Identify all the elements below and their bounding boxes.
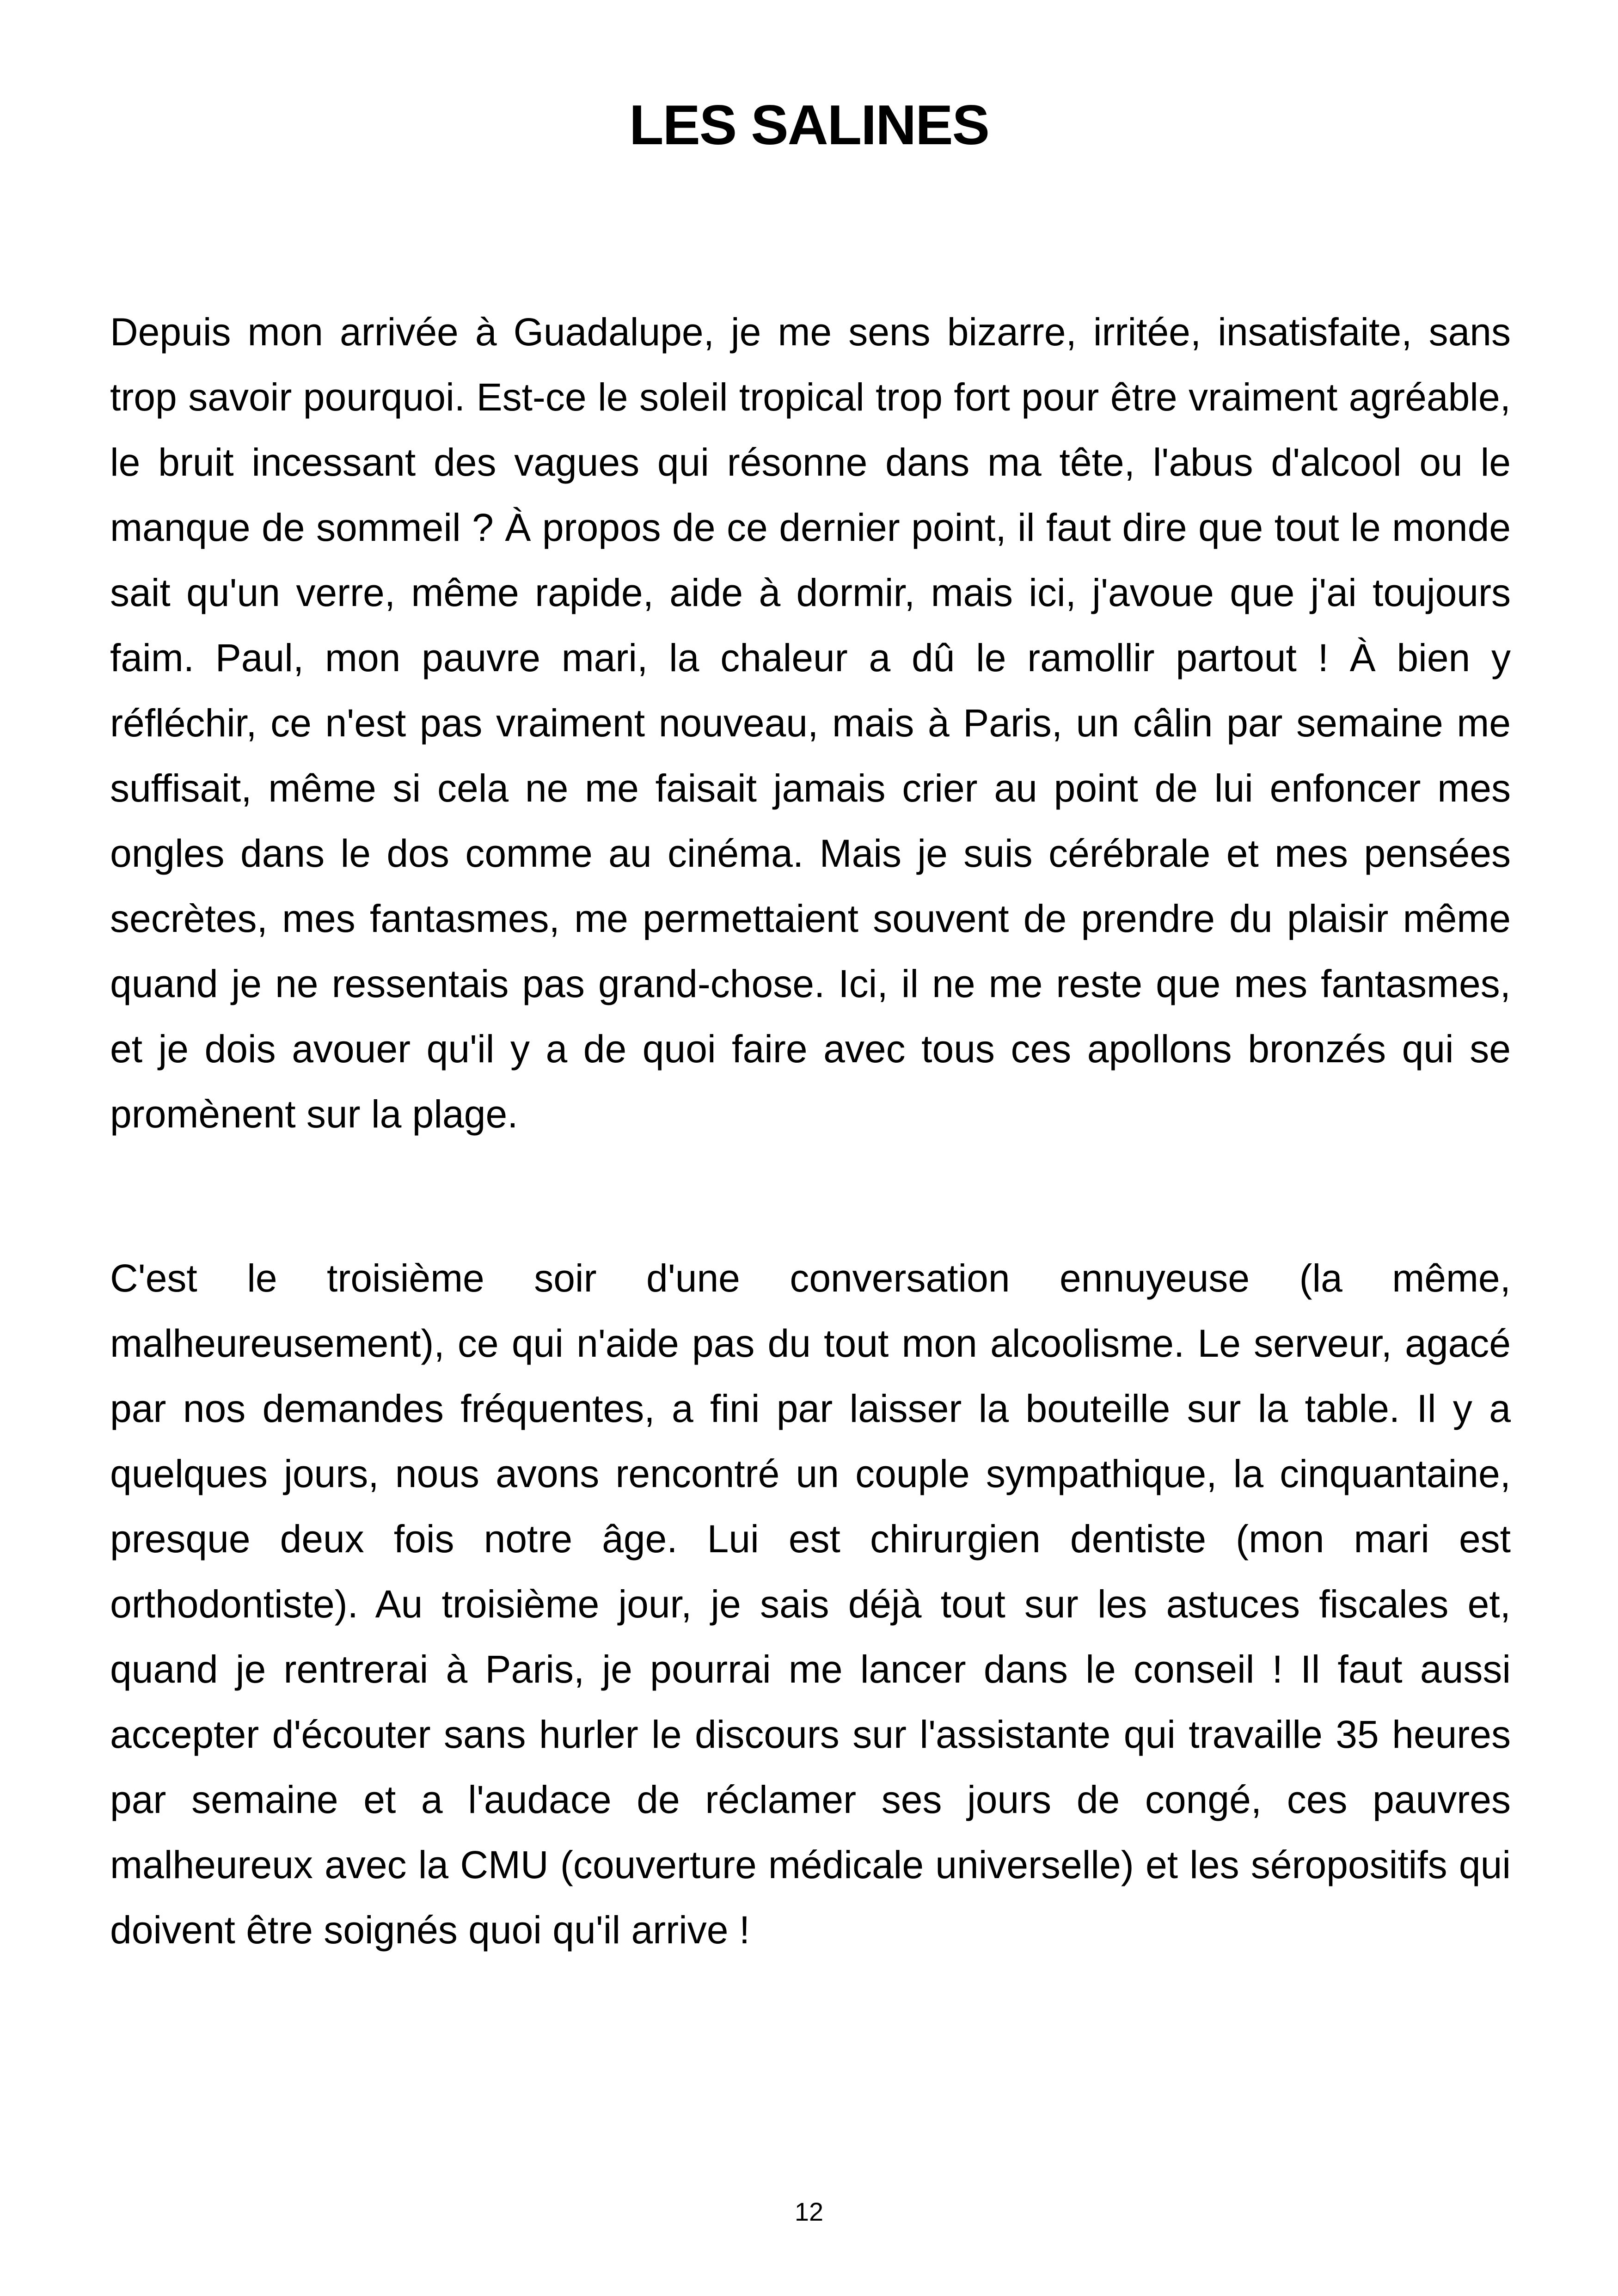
page-number: 12 [794, 2197, 824, 2226]
paragraph-2: C'est le troisième soir d'une conversation ennuyeuse (la même, malheureusement), ce qui n'aide pas du tout mon alcoolisme. Le serveur, agacé par nos demandes fréquentes, a fini par laisser la bouteille sur la table. Il y a quelques jours, nous avons rencontré un couple sympathique, la cinquantaine, presque deux fois notre âge. Lui est chirurgien dentiste (mon mari est orthodontiste). Au troisième jour, je sais déjà tout sur les astuces fiscales et, quand je rentrerai à Paris, je pourrai me lancer dans le conseil ! Il faut aussi accepter d'écouter sans hurler le discours sur l'assistante qui travaille 35 heures par semaine et a l'audace de réclamer ses jours de congé, ces pauvres malheureux avec la CMU (couverture médicale universelle) et les séropositifs qui doivent être soignés quoi qu'il arrive ! [110, 1256, 1511, 1952]
page-title: LES SALINES [629, 93, 989, 156]
paragraph-1: Depuis mon arrivée à Guadalupe, je me sens bizarre, irritée, insatisfaite, sans trop savoir pourquoi. Est-ce le soleil tropical trop fort pour être vraiment agréable, le bruit incessant des vagues qui résonne dans ma tête, l'abus d'alcool ou le manque de sommeil ? À propos de ce dernier point, il faut dire que tout le monde sait qu'un verre, même rapide, aide à dormir, mais ici, j'avoue que j'ai toujours faim. Paul, mon pauvre mari, la chaleur a dû le ramollir partout ! À bien y réfléchir, ce n'est pas vraiment nouveau, mais à Paris, un câlin par semaine me suffisait, même si cela ne me faisait jamais crier au point de lui enfoncer mes ongles dans le dos comme au cinéma. Mais je suis cérébrale et mes pensées secrètes, mes fantasmes, me permettaient souvent de prendre du plaisir même quand je ne ressentais pas grand-chose. Ici, il ne me reste que mes fantasmes, et je dois avouer qu'il y a de quoi faire avec tous ces apollons bronzés qui se promènent sur la plage. [110, 310, 1511, 1136]
